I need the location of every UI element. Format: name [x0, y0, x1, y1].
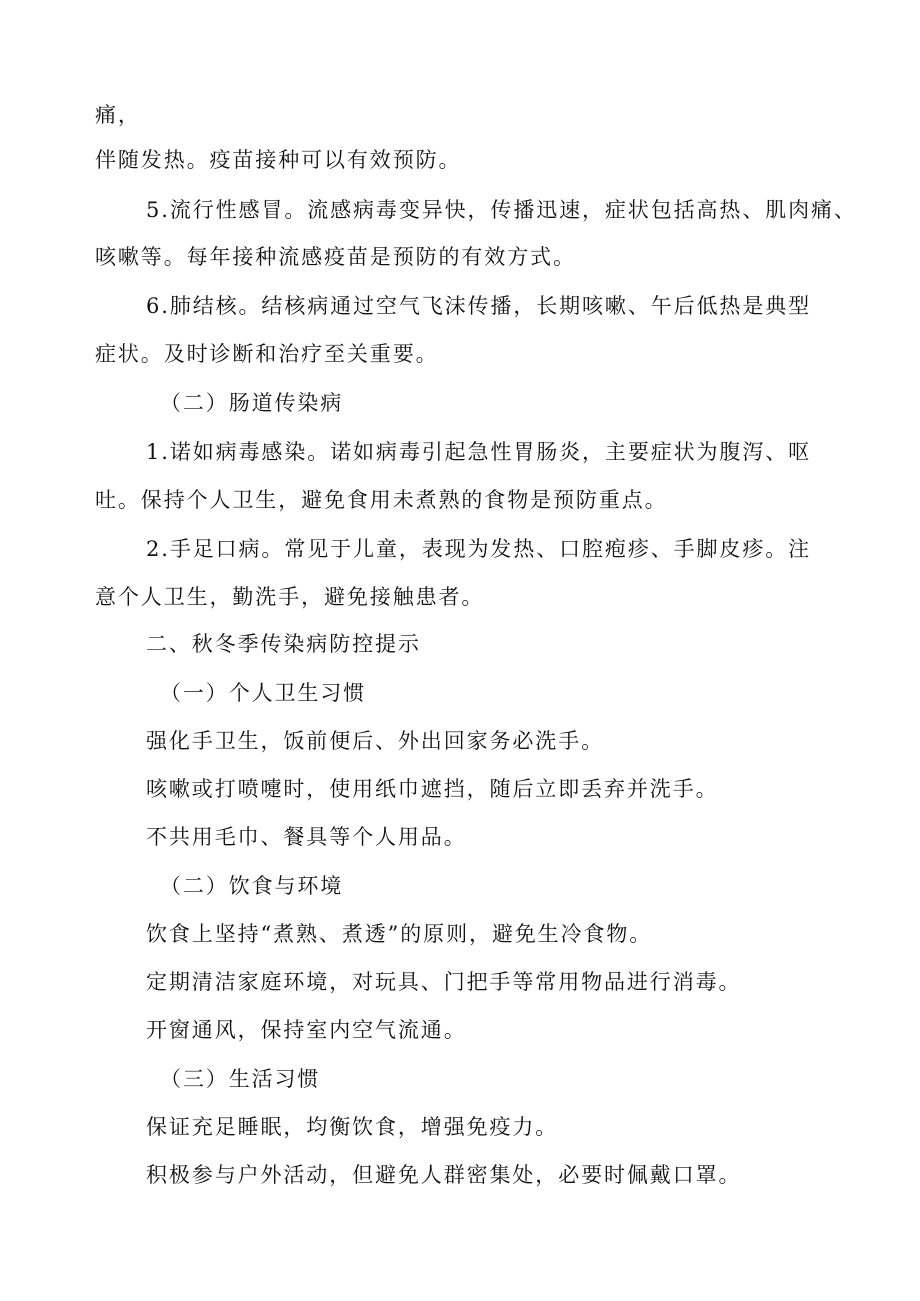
heading-personal-hygiene: （一）个人卫生习惯: [160, 681, 367, 705]
text-line: 症状。及时诊断和治疗至关重要。: [95, 342, 439, 366]
text-line: 5.流行性感冒。流感病毒变异快，传播迅速，症状包括高热、肌肉痛、: [146, 198, 857, 222]
paragraph-outdoor-activities: 积极参与户外活动，但避免人群密集处，必要时佩戴口罩。: [146, 1163, 742, 1187]
text-line: 咳嗽等。每年接种流感疫苗是预防的有效方式。: [95, 245, 576, 269]
paragraph-ventilation: 开窗通风，保持室内空气流通。: [146, 1018, 467, 1042]
text-line: 2.手足口病。常见于儿童，表现为发热、口腔疱疹、手脚皮疹。注: [146, 537, 812, 561]
paragraph-cook-thoroughly: 饮食上坚持“煮熟、煮透”的原则，避免生冷食物。: [146, 922, 653, 946]
paragraph-cleaning: 定期清洁家庭环境，对玩具、门把手等常用物品进行消毒。: [146, 970, 742, 994]
text-line: 6.肺结核。结核病通过空气飞沫传播，长期咳嗽、午后低热是典型: [146, 294, 812, 318]
paragraph-no-sharing: 不共用毛巾、餐具等个人用品。: [146, 825, 467, 849]
heading-lifestyle: （三）生活习惯: [160, 1067, 321, 1091]
paragraph-hand-hygiene: 强化手卫生，饭前便后、外出回家务必洗手。: [146, 729, 604, 753]
text-line: 痛，: [95, 103, 141, 127]
text-line: 吐。保持个人卫生，避免食用未煮熟的食物是预防重点。: [95, 488, 668, 512]
paragraph-sleep: 保证充足睡眠，均衡饮食，增强免疫力。: [146, 1115, 559, 1139]
text-line: 1.诺如病毒感染。诺如病毒引起急性胃肠炎，主要症状为腹泻、呕: [146, 440, 812, 464]
heading-diet-environment: （二）饮食与环境: [160, 874, 344, 898]
heading-intestinal-diseases: （二）肠道传染病: [160, 391, 344, 415]
heading-section-two: 二、秋冬季传染病防控提示: [146, 632, 421, 656]
text-line: 伴随发热。疫苗接种可以有效预防。: [95, 148, 462, 172]
paragraph-cough-etiquette: 咳嗽或打喷嚏时，使用纸巾遮挡，随后立即丢弃并洗手。: [146, 777, 719, 801]
text-line: 意个人卫生，勤洗手，避免接触患者。: [95, 585, 485, 609]
